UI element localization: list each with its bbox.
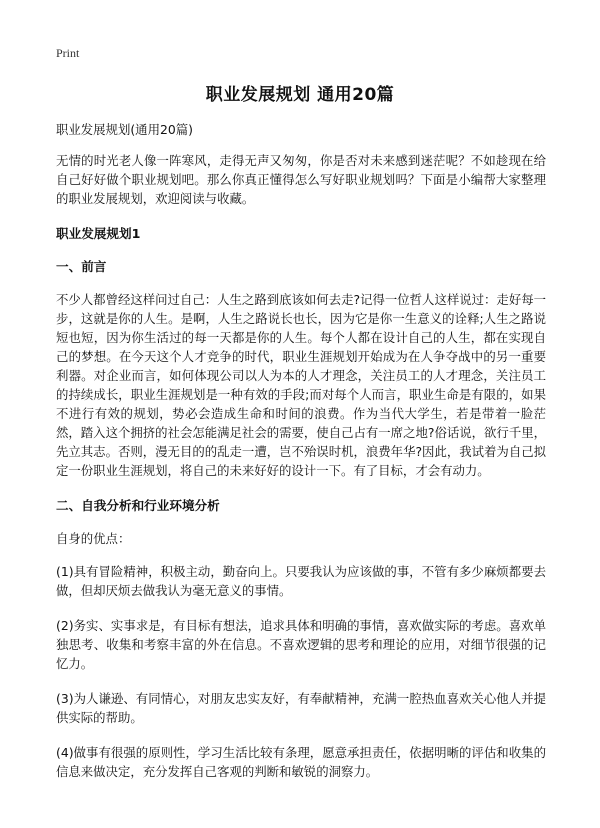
section-heading-1: 职业发展规划1 — [56, 226, 141, 241]
analysis-heading: 二、自我分析和行业环境分析 — [56, 498, 220, 513]
strength-item-4: (4)做事有很强的原则性，学习生活比较有条理，愿意承担责任，依据明晰的评估和收集的信息来做决定，充分发挥自己客观的判断和敏锐的洞察力。 — [56, 745, 546, 779]
intro-paragraph: 无情的时光老人像一阵寒风，走得无声又匆匆，你是否对未来感到迷茫呢？不如趁现在给自己好好做个职业规划吧。那么你真正懂得怎么写好职业规划吗？下面是小编帮大家整理的职业发展规划，欢迎阅读与收藏。 — [56, 153, 546, 206]
strength-item-1: (1)具有冒险精神，积极主动，勤奋向上。只要我认为应该做的事，不管有多少麻烦都要去做，但却厌烦去做我认为毫无意义的事情。 — [56, 564, 546, 598]
document-subtitle: 职业发展规划(通用20篇) — [56, 122, 193, 137]
strengths-label: 自身的优点： — [56, 531, 131, 546]
document-body — [56, 120, 546, 797]
document-title: 职业发展规划 通用20篇 — [205, 85, 395, 105]
strength-item-2: (2)务实、实事求是，有目标有想法，追求具体和明确的事情，喜欢做实际的考虑。喜欢单独思考、收集和考察丰富的外在信息。不喜欢逻辑的思考和理论的应用，对细节很强的记忆力。 — [56, 618, 546, 671]
print-label[interactable]: Print — [56, 46, 80, 60]
preface-heading: 一、前言 — [56, 259, 107, 274]
preface-paragraph: 不少人都曾经这样问过自己：人生之路到底该如何去走?记得一位哲人这样说过：走好每一步，这就是你的人生。是啊，人生之路说长也长，因为它是你一生意义的诠释;人生之路说短也短，因为你生活过的每一天都是你的人生。每个人都在设计自己的人生，都在实现自己的梦想。在今天这个人才竞争的时代，职业生涯规划开始成为在人争夺战中的另一重要利器。对企业而言，如何体现公司以人为本的人才理念，关注员工的人才理念，关注员工的持续成长，职业生涯规划是一种有效的手段;而对每个人而言，职业生命是有限的，如果不进行有效的规划，势必会造成生命和时间的浪费。作为当代大学生，若是带着一脸茫然，踏入这个拥挤的社会怎能满足社会的需要，使自己占有一席之地?俗话说，欲行千里，先立其志。否则，漫无目的的乱走一遭，岂不殆误时机，浪费年华?因此，我试着为自己拟定一份职业生涯规划，将自己的未来好好的设计一下。有了目标，才会有动力。 — [56, 292, 546, 478]
strength-item-3: (3)为人谦逊、有同情心，对朋友忠实友好，有奉献精神，充满一腔热血喜欢关心他人并提供实际的帮助。 — [56, 691, 546, 725]
